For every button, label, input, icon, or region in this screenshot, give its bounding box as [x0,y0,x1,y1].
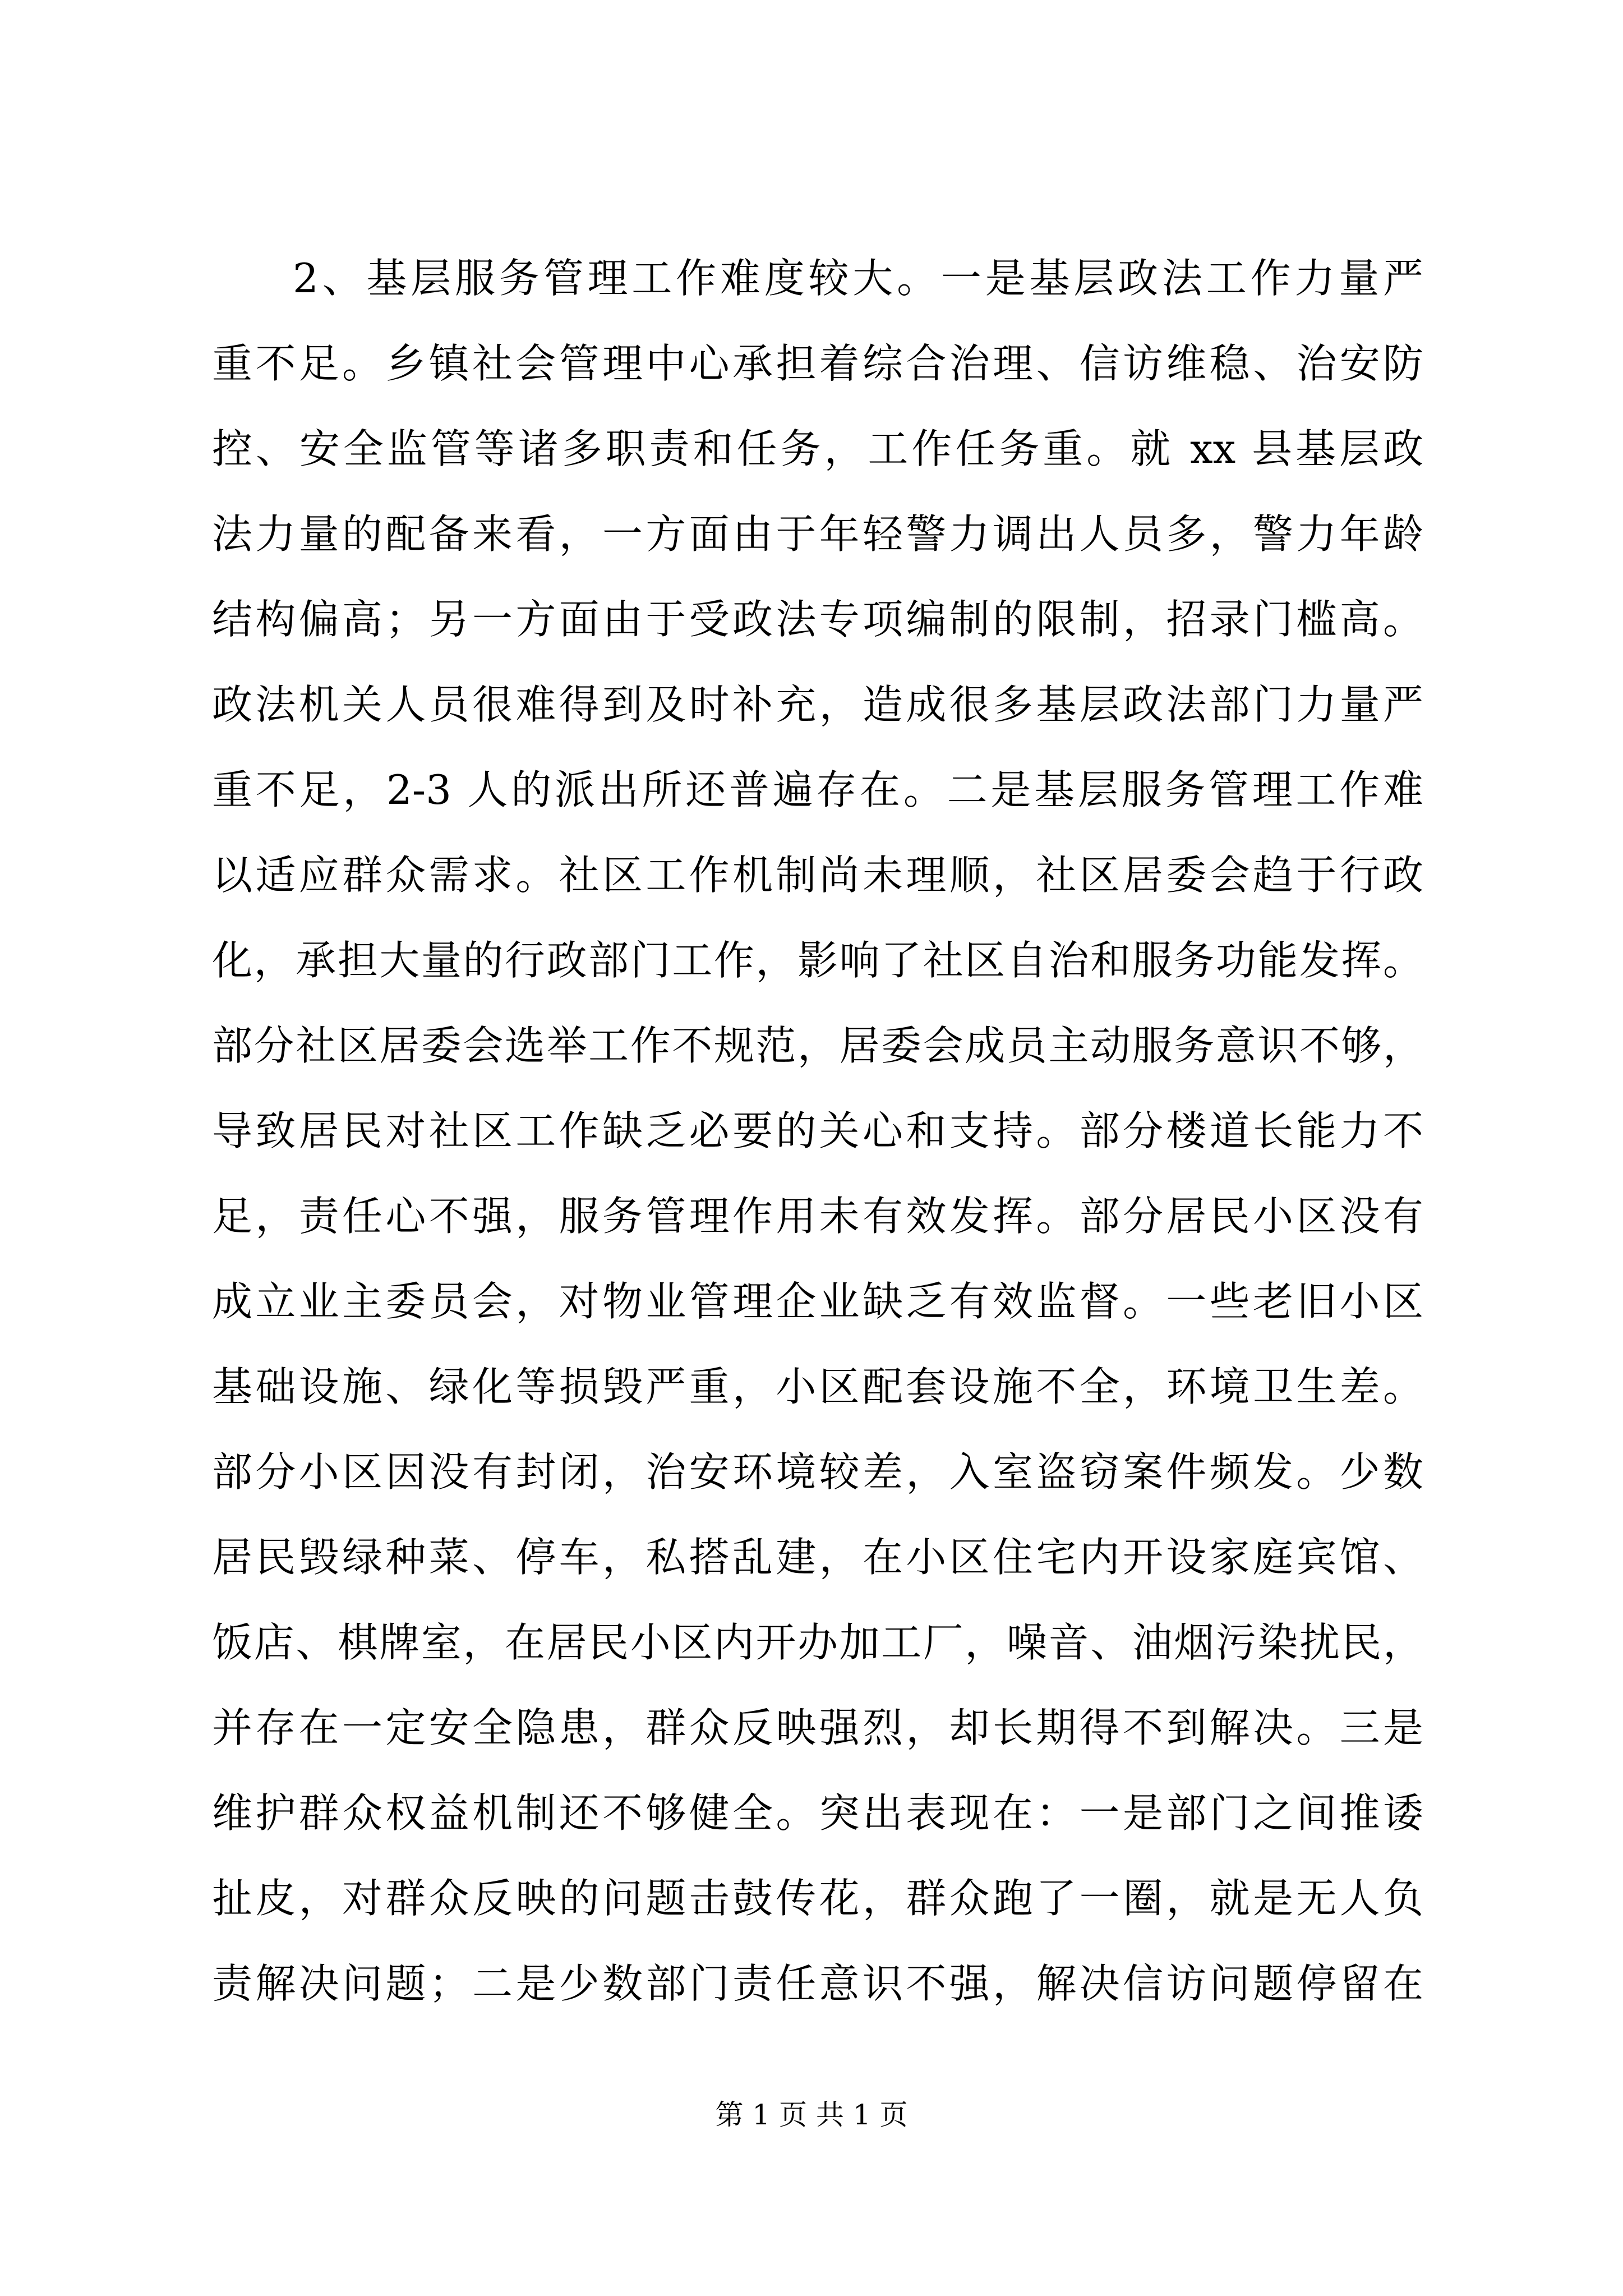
page-number-label: 第 1 页 共 1 页 [715,2099,908,2131]
page-footer [0,2095,1623,2134]
paragraph-line: 控、安全监管等诸多职责和任务，工作任务重。就 xx 县基层政 [212,425,1423,472]
paragraph-line: 以适应群众需求。社区工作机制尚未理顺，社区居委会趋于行政 [212,852,1423,899]
paragraph-line: 饭店、棋牌室，在居民小区内开办加工厂，噪音、油烟污染扰民， [212,1619,1423,1666]
paragraph-line: 导致居民对社区工作缺乏必要的关心和支持。部分楼道长能力不 [212,1107,1423,1154]
paragraph-line: 法力量的配备来看，一方面由于年轻警力调出人员多，警力年龄 [212,510,1423,558]
paragraph-line: 结构偏高；另一方面由于受政法专项编制的限制，招录门槛高。 [212,596,1423,643]
paragraph-line: 居民毁绿种菜、停车，私搭乱建，在小区住宅内开设家庭宾馆、 [212,1534,1423,1581]
paragraph-line: 部分小区因没有封闭，治安环境较差，入室盗窃案件频发。少数 [212,1448,1423,1496]
paragraph-line: 并存在一定安全隐患，群众反映强烈，却长期得不到解决。三是 [212,1704,1423,1751]
paragraph-line: 责解决问题；二是少数部门责任意识不强，解决信访问题停留在 [212,1960,1423,2007]
paragraph-line: 2、基层服务管理工作难度较大。一是基层政法工作力量严 [293,255,1423,302]
paragraph-line: 扯皮，对群众反映的问题击鼓传花，群众跑了一圈，就是无人负 [212,1875,1423,1922]
paragraph-line: 维护群众权益机制还不够健全。突出表现在：一是部门之间推诿 [212,1789,1423,1837]
paragraph-line: 重不足。乡镇社会管理中心承担着综合治理、信访维稳、治安防 [212,340,1423,387]
paragraph-line: 足，责任心不强，服务管理作用未有效发挥。部分居民小区没有 [212,1193,1423,1240]
paragraph-line: 部分社区居委会选举工作不规范，居委会成员主动服务意识不够， [212,1022,1423,1069]
paragraph-line: 基础设施、绿化等损毁严重，小区配套设施不全，环境卫生差。 [212,1363,1423,1410]
paragraph-line: 化，承担大量的行政部门工作，影响了社区自治和服务功能发挥。 [212,937,1423,984]
body-paragraph [212,236,1423,2026]
paragraph-line: 重不足，2-3 人的派出所还普遍存在。二是基层服务管理工作难 [212,766,1423,813]
paragraph-line: 成立业主委员会，对物业管理企业缺乏有效监督。一些老旧小区 [212,1278,1423,1325]
paragraph-line: 政法机关人员很难得到及时补充，造成很多基层政法部门力量严 [212,681,1423,728]
